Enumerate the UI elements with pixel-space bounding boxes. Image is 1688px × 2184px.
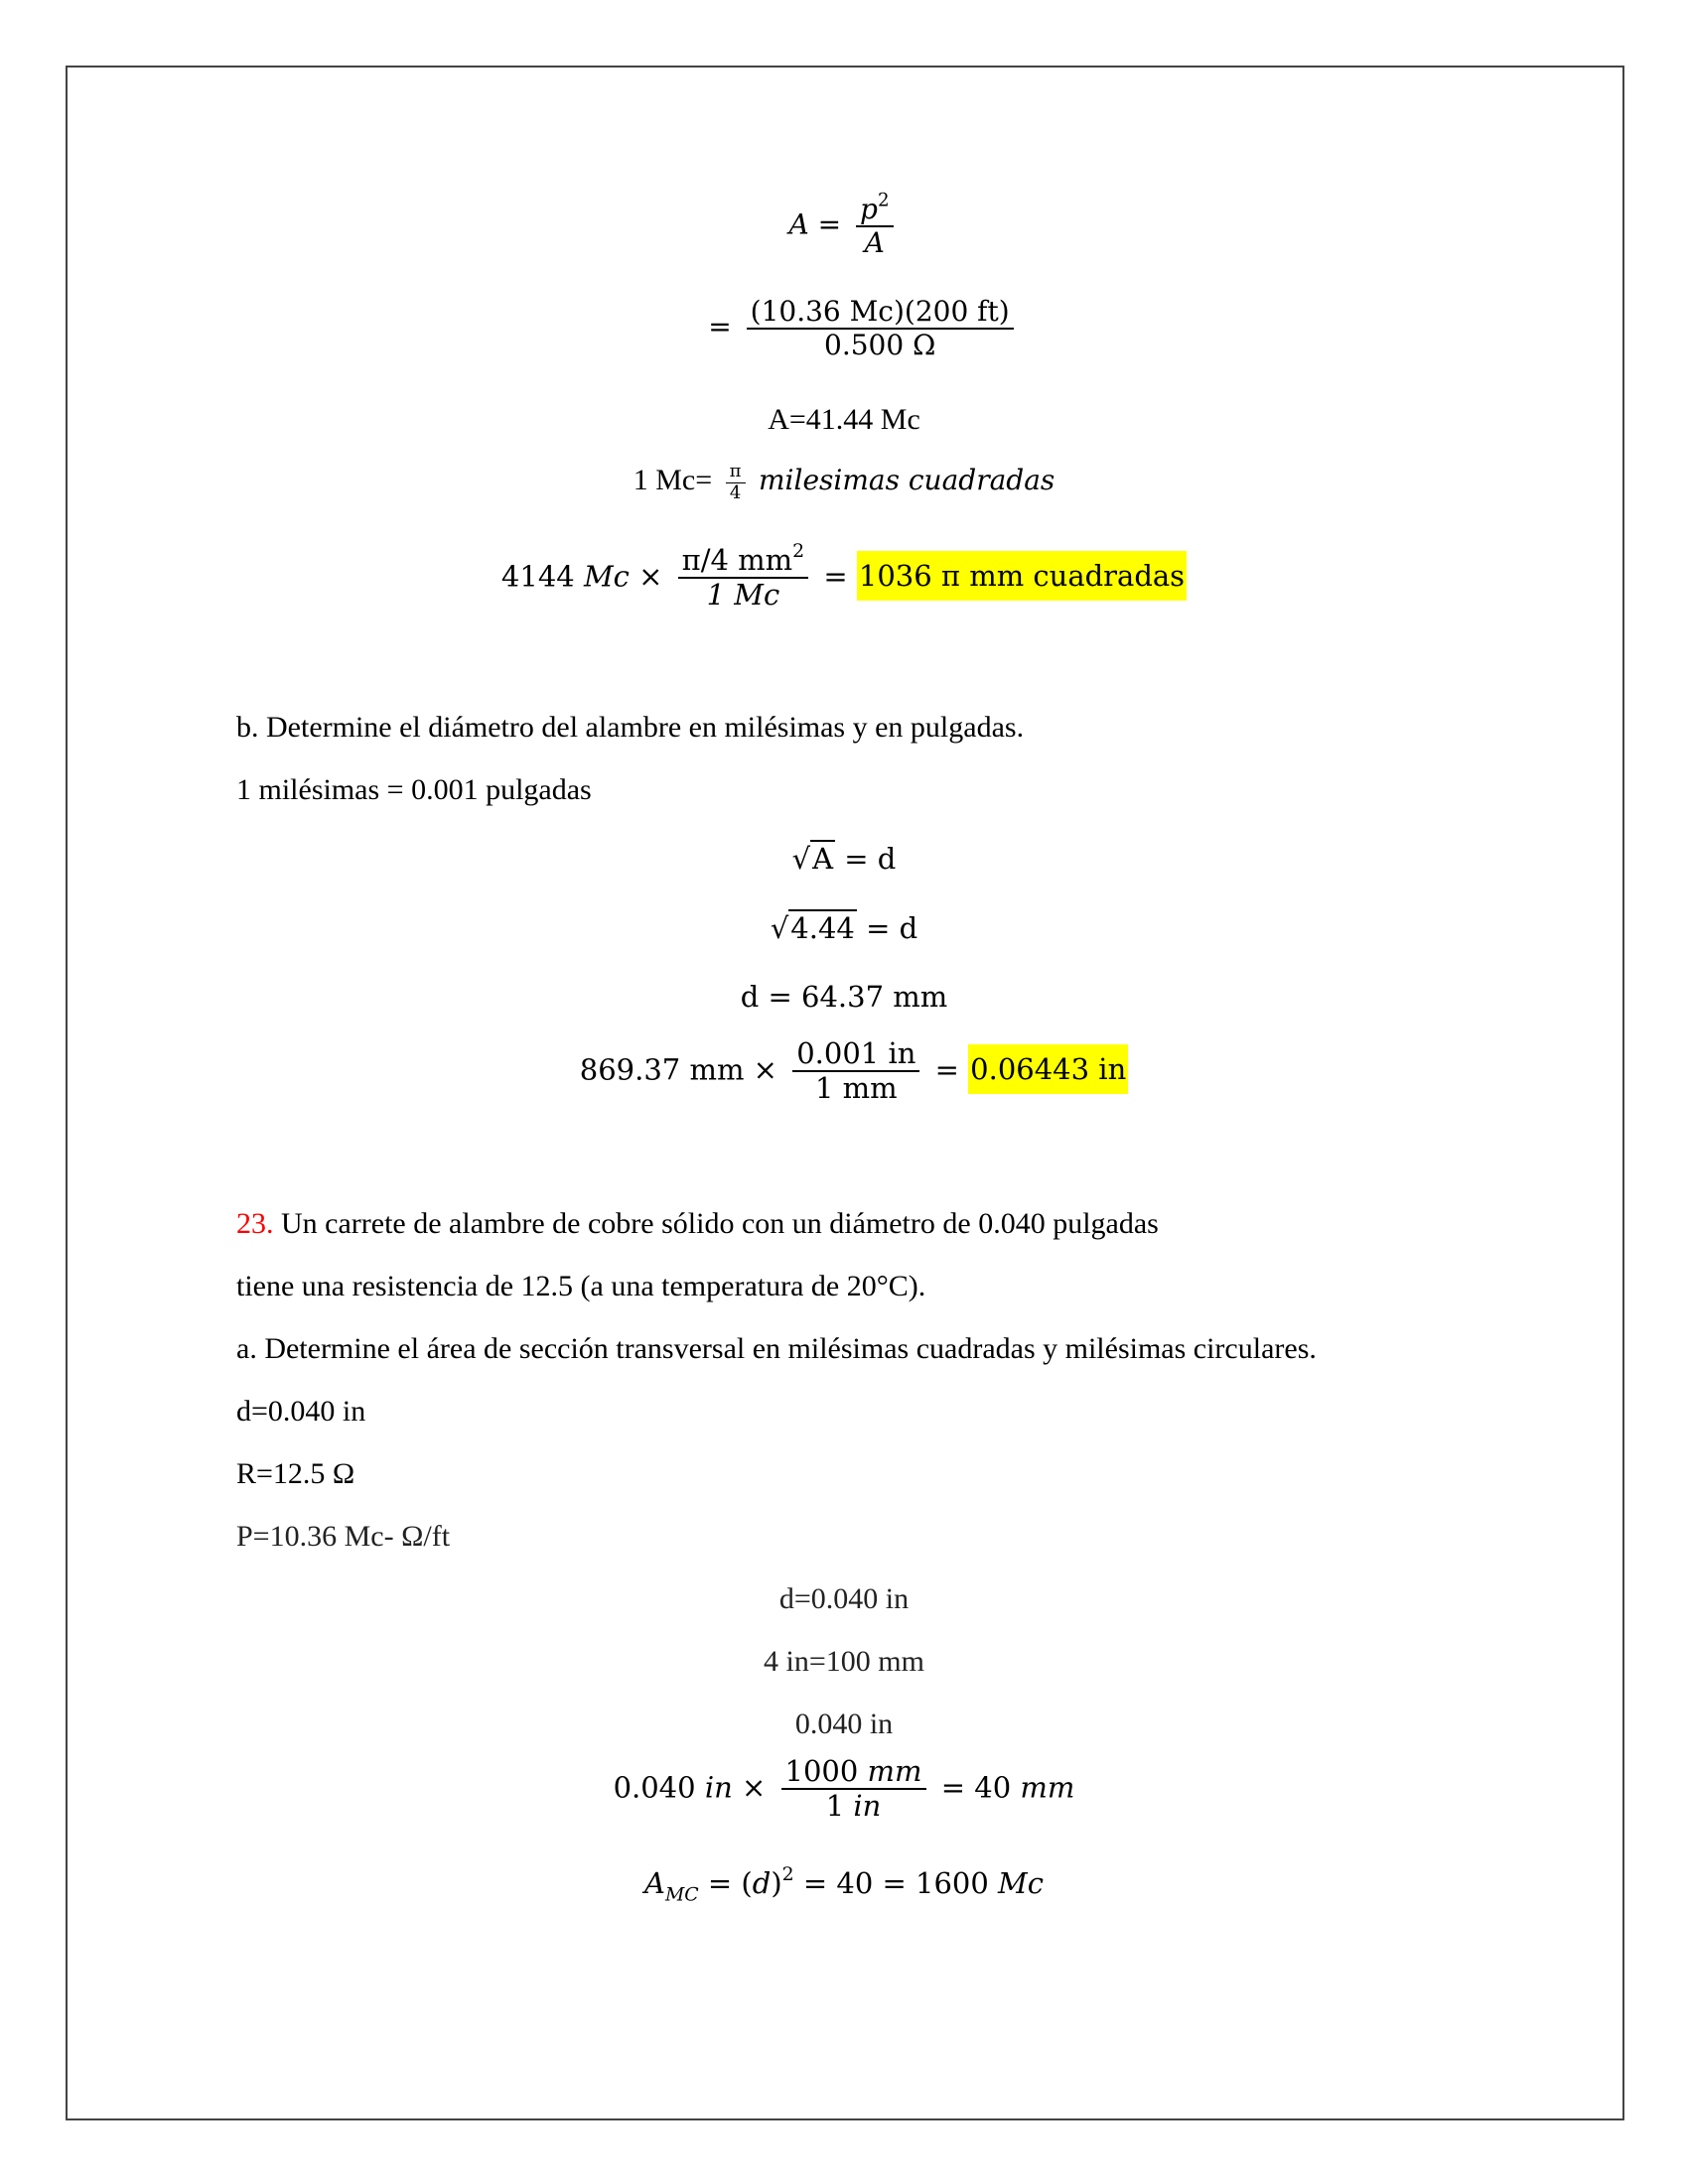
eq-operator: =	[708, 310, 732, 343]
question-part-b: b. Determine el diámetro del alambre en milésimas y en pulgadas.	[236, 711, 1025, 744]
sqrt: √4.44	[770, 911, 855, 945]
problem-23-part-a: a. Determine el área de sección transversal en milésimas cuadradas y milésimas circulares.	[236, 1332, 1317, 1365]
fraction	[792, 1037, 919, 1106]
eq-rhs: = d	[866, 911, 918, 945]
given-diameter: d=0.040 in	[236, 1395, 366, 1428]
fraction	[678, 540, 809, 613]
rhs-unit: mm	[1020, 1770, 1075, 1805]
denominator: 1 mm	[814, 1071, 898, 1106]
equation-area-mc	[0, 1863, 1688, 1906]
numerator: p	[860, 193, 878, 225]
eq-lhs: A	[788, 207, 809, 241]
times-sign: ×	[753, 1052, 777, 1087]
eq-rhs: = d	[844, 842, 897, 876]
given-resistance: R=12.5 Ω	[236, 1457, 355, 1490]
radicand: 4.44	[790, 911, 855, 945]
highlighted-answer: 0.06443 in	[968, 1044, 1128, 1094]
variable-d: d	[752, 1866, 772, 1900]
exponent: 2	[877, 190, 890, 211]
equation-in-to-mm	[0, 1755, 1688, 1824]
centered-diameter: d=0.040 in	[778, 1582, 910, 1615]
equation-mm-to-in	[0, 1037, 1688, 1106]
problem-number: 23.	[236, 1207, 274, 1240]
result-area: A=41.44 Mc	[768, 403, 920, 436]
fraction	[856, 190, 894, 260]
numerator: π	[726, 462, 746, 483]
denominator-value: 1	[825, 1789, 845, 1824]
numerator-unit: mm	[867, 1754, 922, 1788]
equation-sqrt-a	[0, 842, 1688, 876]
eq-operator: =	[940, 1770, 966, 1805]
centered-diameter-value: 0.040 in	[794, 1707, 894, 1740]
conv-value: 869.37 mm	[579, 1052, 745, 1087]
eq-operator: =	[823, 559, 848, 594]
denominator: 0.500 Ω	[824, 329, 936, 362]
eq-operator: =	[934, 1052, 959, 1087]
area-subscript: MC	[664, 1884, 699, 1906]
expr-rest: = 40 = 1600	[802, 1866, 989, 1900]
fraction	[781, 1755, 926, 1824]
highlighted-answer: 1036 π mm cuadradas	[857, 551, 1187, 601]
times-sign: ×	[741, 1770, 767, 1805]
equation-area-formula	[0, 190, 1688, 260]
problem-text: Un carrete de alambre de cobre sólido con un diámetro de 0.040 pulgadas	[273, 1207, 1159, 1240]
mc-def-lhs: 1 Mc=	[633, 464, 713, 497]
problem-23-line1	[236, 1207, 1159, 1241]
fraction	[726, 462, 746, 503]
equation-sqrt-value	[0, 911, 1688, 945]
denominator: 1 Mc	[706, 578, 780, 613]
fraction	[747, 296, 1014, 361]
conv-unit: in	[704, 1770, 733, 1805]
denominator: 4	[729, 481, 742, 503]
rhs-value: 40	[974, 1770, 1012, 1805]
denominator-unit: in	[853, 1789, 882, 1824]
equation-mc-conversion	[0, 540, 1688, 613]
equation-mc-definition	[0, 462, 1688, 503]
area-symbol: A	[644, 1866, 665, 1900]
denominator: A	[864, 226, 885, 260]
numerator: 0.001 in	[792, 1037, 919, 1072]
eq-operator: =	[817, 207, 842, 241]
centered-in-mm-relation: 4 in=100 mm	[764, 1645, 924, 1678]
conv-value: 4144	[500, 559, 575, 594]
equation-area-substitution	[0, 296, 1688, 361]
exponent: 2	[792, 540, 805, 562]
result-diameter-mm: d = 64.37 mm	[740, 980, 948, 1014]
problem-23-line2: tiene una resistencia de 12.5 (a una temperatura de 20°C).	[236, 1270, 926, 1302]
conv-value: 0.040	[613, 1770, 696, 1805]
given-resistivity: P=10.36 Mc- Ω/ft	[236, 1520, 451, 1553]
radicand: A	[812, 842, 834, 876]
mc-def-rhs: milesimas cuadradas	[759, 464, 1055, 497]
times-sign: ×	[638, 559, 663, 594]
expr-open: = (	[707, 1866, 753, 1900]
numerator: (10.36 Mc)(200 ft)	[747, 296, 1014, 330]
given-conversion: 1 milésimas = 0.001 pulgadas	[236, 773, 592, 806]
expr-close: )	[771, 1866, 782, 1900]
conv-unit: Mc	[583, 559, 630, 594]
numerator: π/4 mm	[681, 543, 793, 577]
numerator-value: 1000	[784, 1754, 859, 1788]
unit: Mc	[998, 1866, 1044, 1900]
sqrt: √A	[791, 842, 834, 876]
exponent: 2	[781, 1863, 794, 1885]
